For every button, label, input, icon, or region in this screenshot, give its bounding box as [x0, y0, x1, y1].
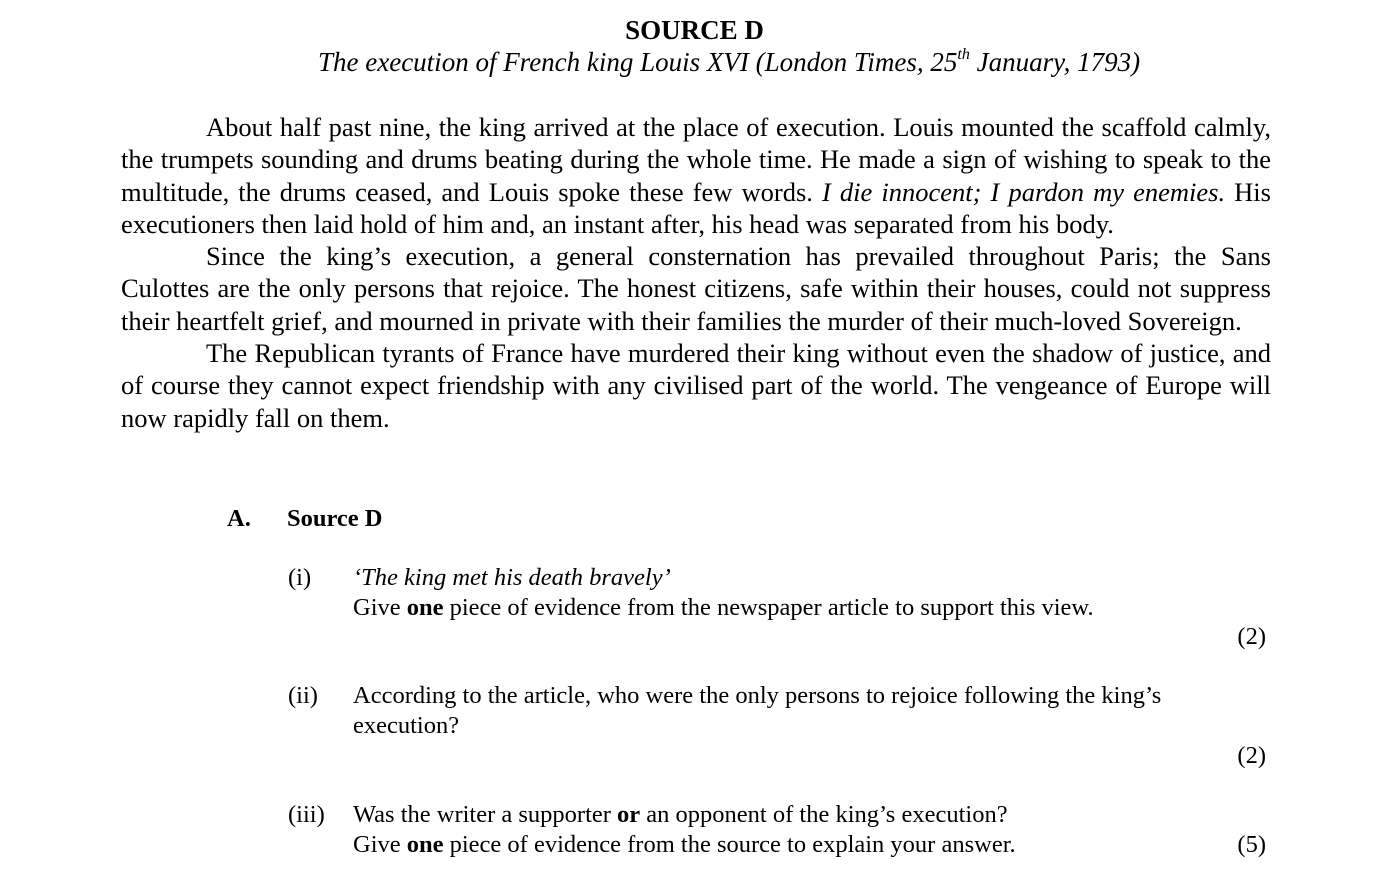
question-emphasis: one	[406, 593, 444, 621]
question-text: piece of evidence from the source to explain your answer.	[443, 830, 1016, 858]
question-text: Give	[353, 830, 407, 858]
subtitle-superscript: th	[957, 46, 970, 63]
question-emphasis: or	[617, 801, 641, 828]
subtitle-main: The execution of French king Louis XVI (London Times, 25	[318, 47, 958, 77]
source-title-text: SOURCE D	[625, 15, 764, 45]
question-number: (i)	[288, 564, 312, 591]
question-quote: ‘The king met his death bravely’	[353, 564, 671, 591]
question-text: piece of evidence from the newspaper article to support this view.	[443, 593, 1094, 621]
passage-paragraph-1	[121, 111, 1271, 240]
question-text: an opponent of the king’s execution?	[640, 801, 1008, 828]
question-marks: (2)	[1237, 623, 1266, 650]
section-heading	[227, 504, 383, 534]
question-emphasis: one	[406, 830, 444, 858]
question-number: (ii)	[288, 682, 318, 709]
passage-paragraph-3: The Republican tyrants of France have murdered their king without even the shadow of justice, and of course they cannot expect friendship with any civilised part of the world. The vengeance of Europe will now rapidly fall on them.	[121, 338, 1271, 433]
source-title	[0, 14, 1395, 46]
p1-text-b: His executioners then laid hold of him and, an instant after, his head was separated from his body.	[121, 176, 1271, 239]
king-last-words: I die innocent; I pardon my enemies.	[821, 176, 1226, 207]
source-passage	[121, 111, 1271, 434]
question-marks: (2)	[1237, 742, 1266, 769]
subtitle-end: January, 1793)	[969, 47, 1141, 77]
question-body	[353, 800, 1223, 859]
section-letter: A.	[227, 505, 251, 532]
section-label: Source D	[287, 505, 383, 532]
p1-text-a: About half past nine, the king arrived at the place of execution. Louis mounted the scaffold calmly, the trumpets sounding and drums beating during the whole time. He made a sign of wishing to speak to the multitude, the drums ceased, and Louis spoke these few words.	[121, 112, 1271, 207]
passage-paragraph-2: Since the king’s execution, a general consternation has prevailed throughout Paris; the Sans Culottes are the only persons that rejoice. The honest citizens, safe within their houses, could not suppress their heartfelt grief, and mourned in private with their families the murder of their much-loved Sovereign.	[121, 241, 1271, 336]
question-number: (iii)	[288, 801, 325, 828]
question-text: Give	[353, 593, 407, 621]
question-body: According to the article, who were the only persons to rejoice following the king’s execution?	[353, 682, 1162, 739]
source-subtitle	[318, 45, 1140, 84]
question-marks: (5)	[1237, 831, 1266, 858]
question-body	[353, 563, 1223, 622]
question-text: Was the writer a supporter	[353, 801, 618, 828]
